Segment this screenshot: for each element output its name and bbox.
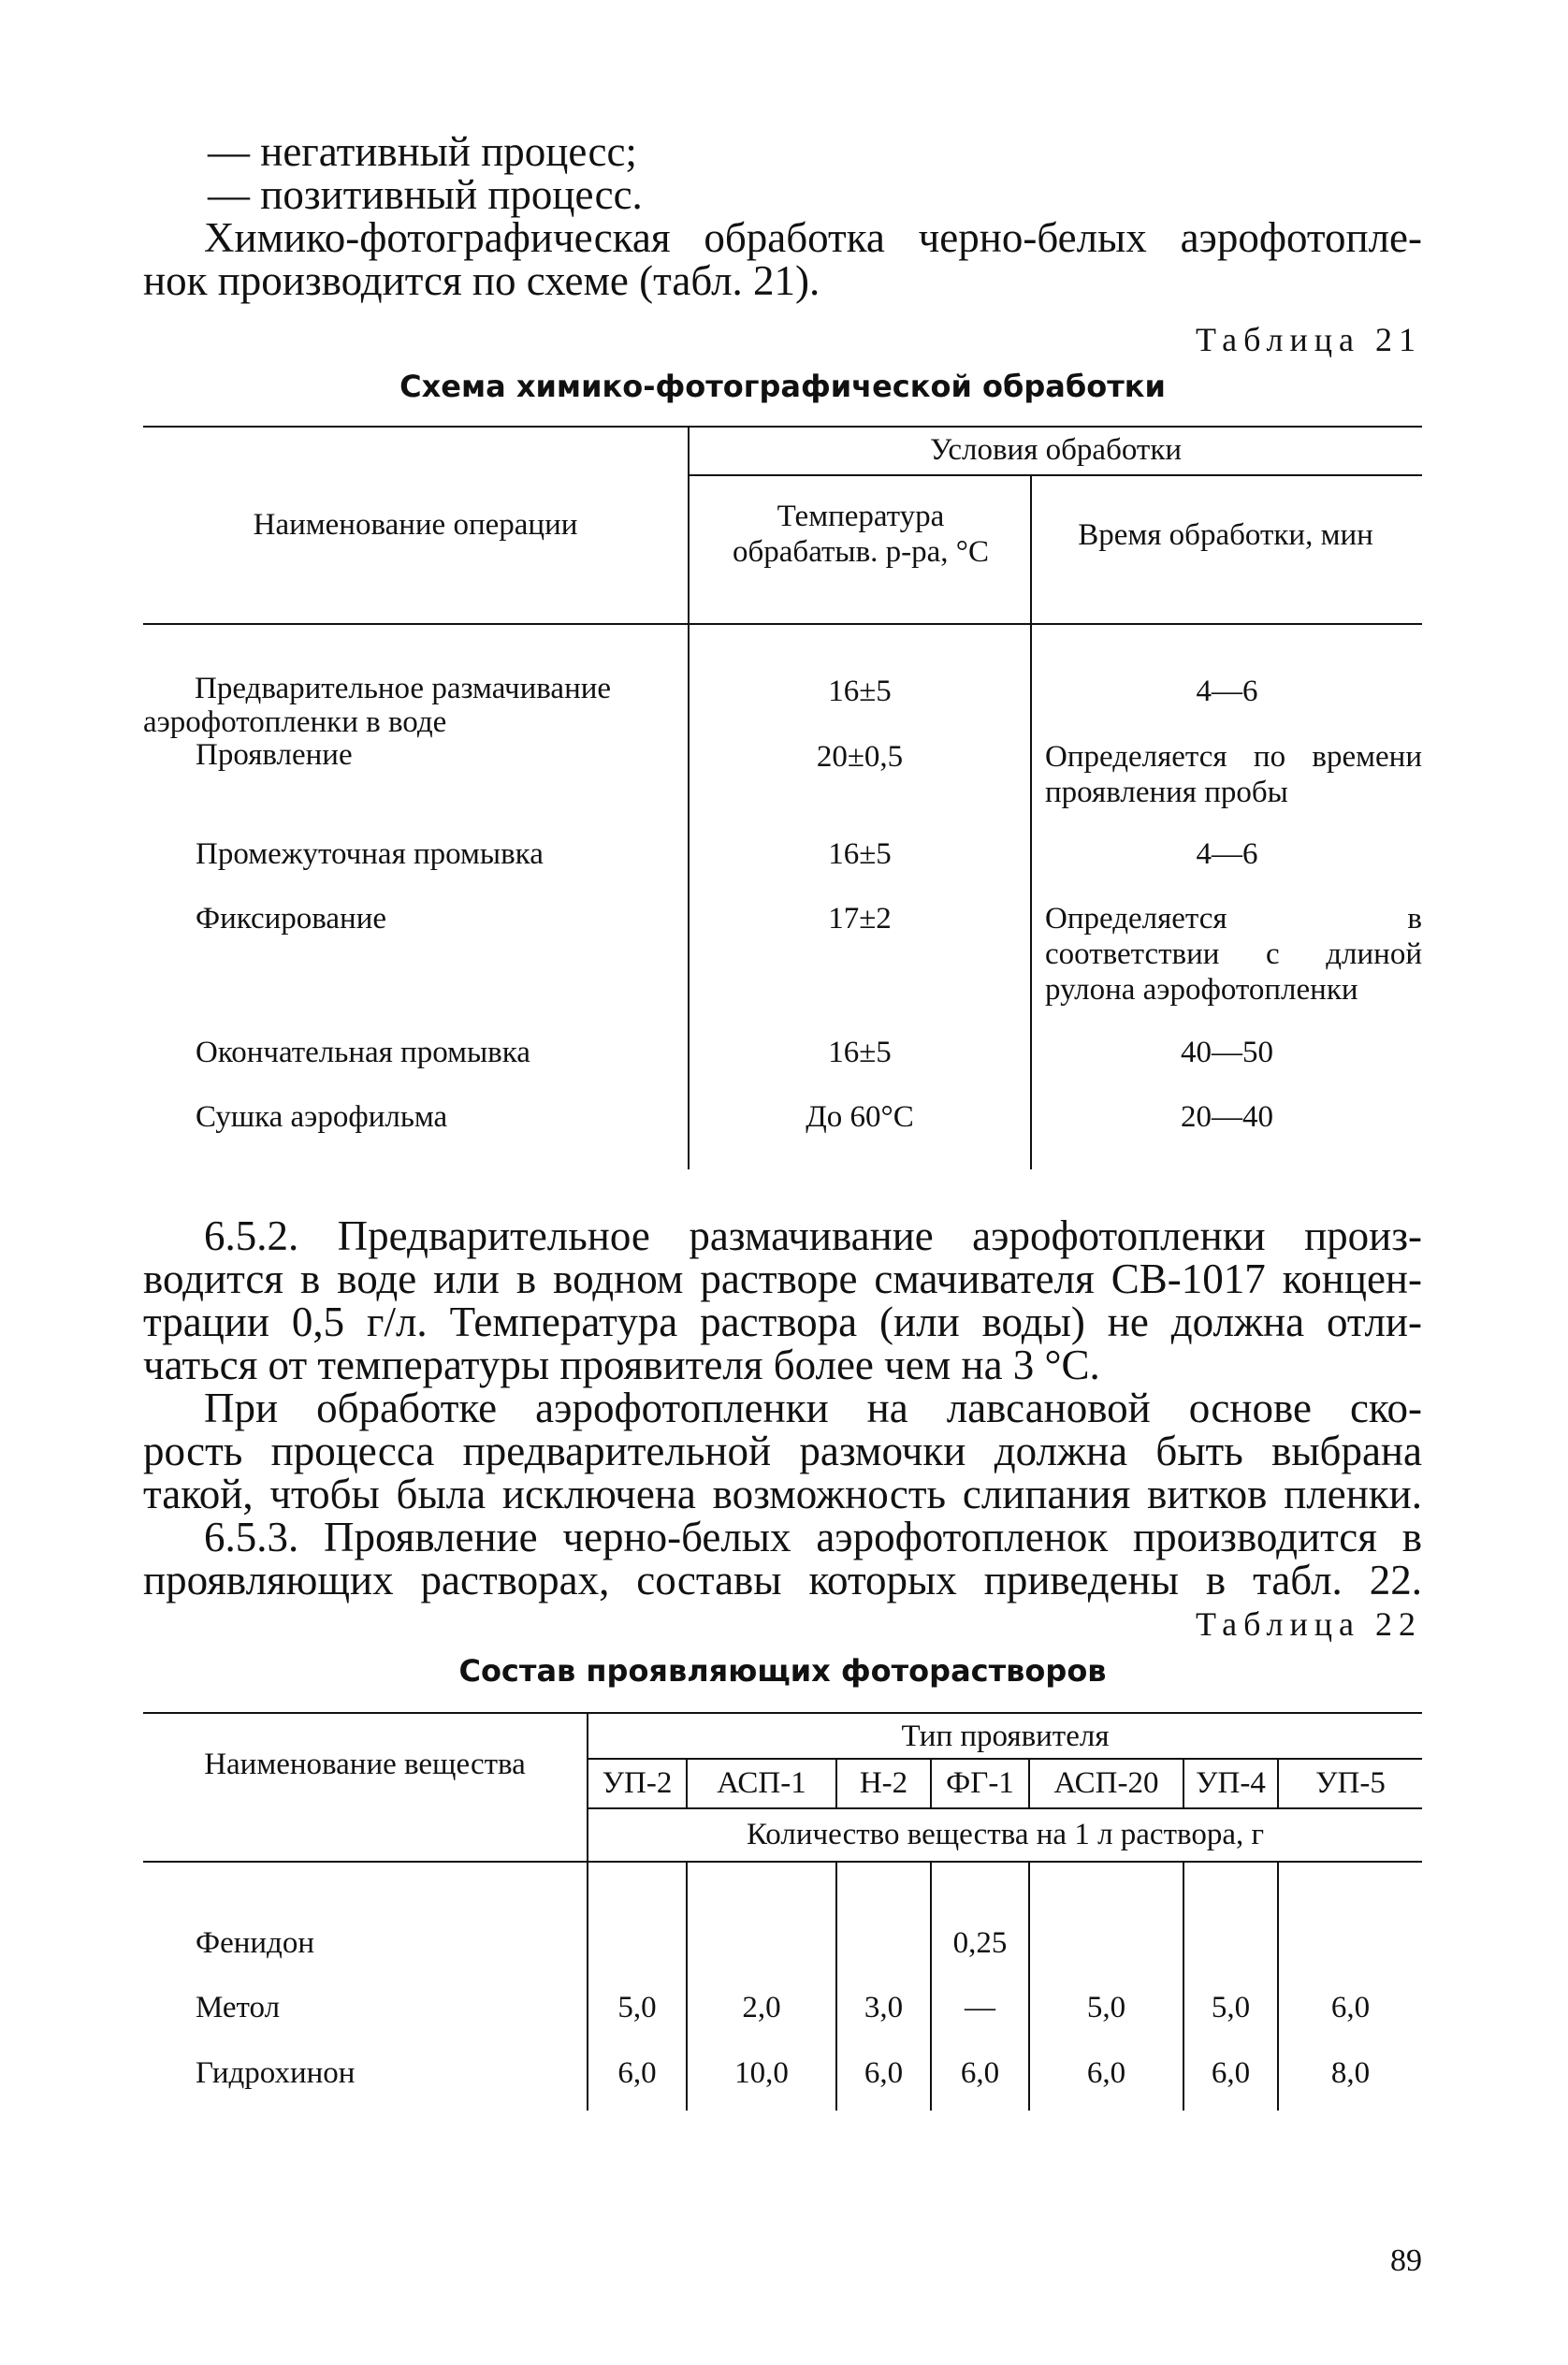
intro-paragraph-line1: Химико-фотографическая обработка черно-белых аэрофотопле- [204, 214, 1422, 261]
table21-row-temp: 20±0,5 [816, 740, 904, 774]
table21-row-temp: 16±5 [828, 837, 892, 871]
table22-header-substance: Наименование вещества [204, 1748, 526, 1781]
table21-row-temp: 17±2 [828, 902, 892, 936]
table22-column-header: АСП-1 [717, 1766, 806, 1800]
table22-column-header: УП-5 [1315, 1766, 1386, 1800]
table22-cell: 5,0 [1211, 1991, 1251, 2024]
table21-row-temp: 16±5 [828, 1036, 892, 1069]
intro-paragraph-line2: нок производится по схеме (табл. 21). [143, 257, 820, 304]
table21-row-op: Сушка аэрофильма [196, 1100, 448, 1134]
table22-column-header: Н-2 [859, 1766, 908, 1800]
table22-cell: 5,0 [617, 1991, 657, 2024]
table22-title: Состав проявляющих фоторастворов [458, 1653, 1107, 1689]
table21-row-temp: 16±5 [828, 675, 892, 708]
table22-label: Таблица 22 [1196, 1605, 1422, 1643]
table22-cell: 6,0 [960, 2056, 1000, 2090]
body-line: 6.5.3. Проявление черно-белых аэрофотопленок производится в [204, 1514, 1422, 1560]
list-item-negative: — негативный процесс; [208, 128, 637, 175]
table21-header-operation: Наименование операции [253, 508, 578, 542]
body-line: рость процесса предварительной размочки должна быть выбрана [143, 1428, 1422, 1474]
table21-row-time: 4—6 [1196, 837, 1258, 871]
table21-row-time: 4—6 [1196, 675, 1258, 708]
page-number: 89 [1390, 2243, 1422, 2278]
table22-header-quantity: Количество вещества на 1 л раствора, г [746, 1818, 1265, 1851]
table22-cell: 6,0 [864, 2056, 904, 2090]
table22-cell: 5,0 [1086, 1991, 1126, 2024]
body-line: 6.5.2. Предварительное размачивание аэрофотопленки произ- [204, 1212, 1422, 1259]
table21-row-time: Определяется по времени проявления пробы [1045, 740, 1422, 809]
body-line: проявляющих растворах, составы которых приведены в табл. 22. [143, 1557, 1422, 1603]
table22-cell: 6,0 [1330, 1991, 1371, 2024]
table22-cell: 8,0 [1330, 2056, 1371, 2090]
table22-cell: 0,25 [952, 1926, 1008, 1960]
table22-column-header: УП-4 [1196, 1766, 1266, 1800]
table22-row-name: Фенидон [196, 1926, 314, 1960]
table21-row-time: Определяется в соответствии с длиной рулона аэрофотопленки [1045, 902, 1422, 1007]
body-line: такой, чтобы была исключена возможность слипания витков пленки. [143, 1471, 1422, 1517]
table22-column-header: ФГ-1 [946, 1766, 1014, 1800]
table22-row-name: Гидрохинон [196, 2056, 356, 2090]
table22-cell: 6,0 [1086, 2056, 1126, 2090]
table21-row-op: Промежуточная промывка [196, 837, 544, 871]
table21-title: Схема химико-фотографической обработки [399, 369, 1166, 404]
table21-row-op: Окончательная промывка [196, 1036, 530, 1069]
table22-column-header: АСП-20 [1053, 1766, 1159, 1800]
table22-cell: 10,0 [734, 2056, 789, 2090]
table21-header-time: Время обработки, мин [1078, 518, 1373, 552]
body-line: водится в воде или в водном растворе смачивателя СВ-1017 концен- [143, 1255, 1422, 1302]
table22-cell: 6,0 [1211, 2056, 1251, 2090]
table21-row-op: Предварительное размачивание аэрофотопленки в воде [143, 672, 612, 739]
table22-cell: 6,0 [617, 2056, 657, 2090]
table21-row-temp: До 60°С [806, 1100, 914, 1134]
table21-row-time: 40—50 [1181, 1036, 1273, 1069]
table21-row-op: Фиксирование [196, 902, 387, 936]
table22-row-name: Метол [196, 1991, 281, 2024]
list-item-positive: — позитивный процесс. [208, 171, 643, 218]
table21-header-temperature: Температура обрабатыв. р-ра, °С [732, 500, 990, 569]
table22-cell: 2,0 [742, 1991, 781, 2024]
table22-column-header: УП-2 [602, 1766, 673, 1800]
body-line: При обработке аэрофотопленки на лавсановой основе ско- [204, 1385, 1422, 1431]
table22-cell: 3,0 [864, 1991, 904, 2024]
table22-cell: — [965, 1991, 995, 2024]
table21-header-conditions: Условия обработки [929, 433, 1183, 467]
table22-header-developer-type: Тип проявителя [901, 1719, 1110, 1753]
body-line: трации 0,5 г/л. Температура раствора (или воды) не должна отли- [143, 1299, 1422, 1345]
table21-row-time: 20—40 [1181, 1100, 1273, 1134]
table21-label: Таблица 21 [1196, 321, 1422, 358]
table21-row-op: Проявление [196, 738, 353, 772]
body-line: чаться от температуры проявителя более чем на 3 °С. [143, 1342, 1100, 1388]
